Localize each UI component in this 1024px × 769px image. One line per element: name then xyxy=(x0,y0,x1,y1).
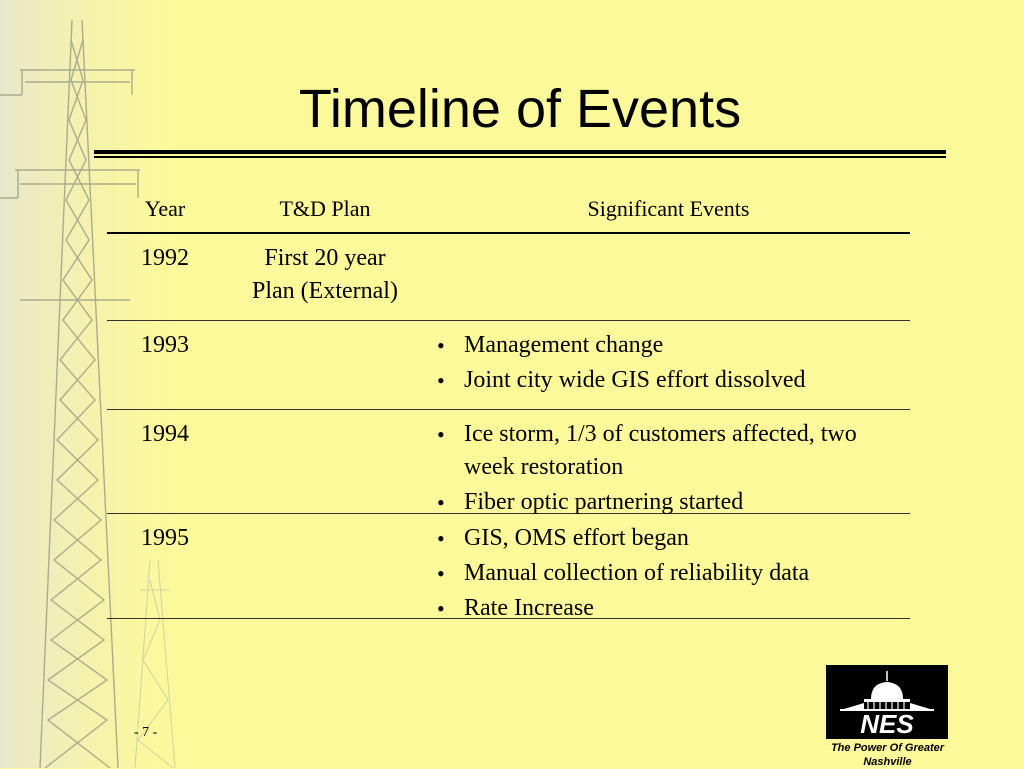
year-cell: 1992 xyxy=(141,245,189,271)
timeline-table xyxy=(107,188,910,619)
event-item xyxy=(437,557,887,590)
event-item xyxy=(437,329,887,362)
table-row-1994 xyxy=(107,410,910,514)
events-list xyxy=(437,418,887,521)
bullet-icon: • xyxy=(437,561,445,586)
event-item xyxy=(437,364,887,397)
header-year: Year xyxy=(144,196,186,221)
bullet-icon: • xyxy=(437,526,445,551)
title-divider-thick xyxy=(94,150,946,154)
nes-logo xyxy=(826,665,948,739)
logo-text: NES xyxy=(860,709,914,739)
event-item xyxy=(437,418,887,484)
logo-tagline-line: Nashville xyxy=(863,756,912,768)
table-header xyxy=(107,188,910,234)
events-list xyxy=(437,329,887,399)
table-row-1995 xyxy=(107,514,910,619)
slide-title: Timeline of Events xyxy=(298,79,742,139)
event-item xyxy=(437,522,887,555)
table-row-1992 xyxy=(107,234,910,321)
header-td-plan: T&D Plan xyxy=(279,196,371,221)
nes-dome-logo-icon xyxy=(826,665,948,739)
event-text: Management change xyxy=(464,332,664,358)
plan-cell xyxy=(223,242,427,308)
title-divider xyxy=(94,150,946,158)
logo-tagline xyxy=(800,741,975,769)
plan-line: First 20 year xyxy=(264,245,386,271)
events-list xyxy=(437,522,887,627)
header-significant-events: Significant Events xyxy=(587,196,750,221)
event-text: Fiber optic partnering started xyxy=(464,489,744,515)
year-cell: 1995 xyxy=(141,525,189,551)
year-cell: 1994 xyxy=(141,421,189,447)
event-text: GIS, OMS effort began xyxy=(464,525,689,551)
bullet-icon: • xyxy=(437,490,445,515)
title-divider-thin xyxy=(94,156,946,158)
page-number: - 7 - xyxy=(134,725,158,740)
event-text: Manual collection of reliability data xyxy=(464,560,810,586)
bullet-icon: • xyxy=(437,333,445,358)
bullet-icon: • xyxy=(437,596,445,621)
event-text: Joint city wide GIS effort dissolved xyxy=(464,367,806,393)
event-text: Ice storm, 1/3 of customers affected, two week restoration xyxy=(464,421,857,480)
year-cell: 1993 xyxy=(141,332,189,358)
event-item xyxy=(437,592,887,625)
bullet-icon: • xyxy=(437,422,445,447)
table-row-1993 xyxy=(107,321,910,410)
bullet-icon: • xyxy=(437,368,445,393)
logo-tagline-line: The Power Of Greater xyxy=(830,742,945,754)
plan-line: Plan (External) xyxy=(252,278,398,304)
event-text: Rate Increase xyxy=(464,595,594,621)
